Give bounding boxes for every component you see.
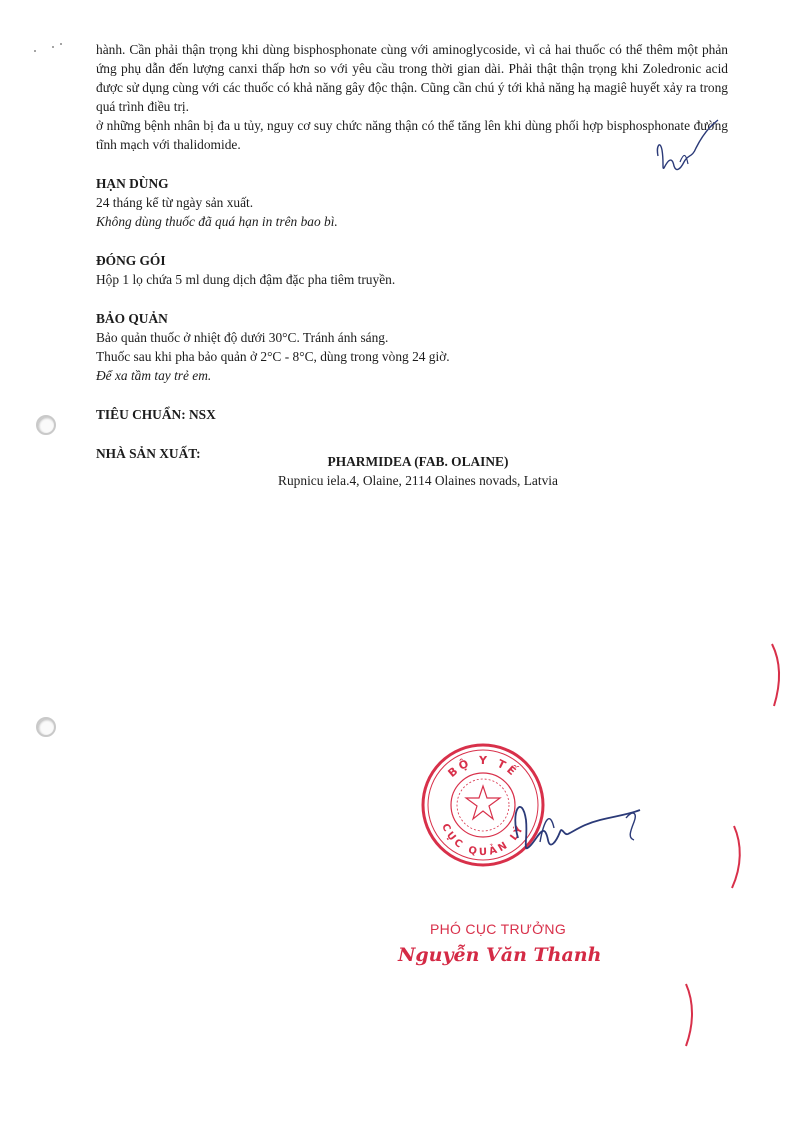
- paper-speck: [34, 50, 36, 52]
- packaging-line: Hộp 1 lọ chứa 5 ml dung dịch đậm đặc pha tiêm truyền.: [96, 272, 396, 287]
- section-standard: [96, 405, 728, 424]
- signatory-name: Nguyễn Văn Thanh: [398, 944, 602, 966]
- storage-line-reconstituted: Thuốc sau khi pha bảo quản ở 2°C - 8°C, dùng trong vòng 24 giờ.: [96, 349, 450, 364]
- paragraph-interactions: hành. Cần phải thận trọng khi dùng bisphosphonate cùng với aminoglycoside, vì cả hai thuốc có thể thêm một phản ứng phụ dẫn đến lượng canxi thấp hơn so với yêu cầu trong thời gian dài. Phải thật thận trọng khi Zoledronic acid được sử dụng cùng với các thuốc có khả năng gây độc thận. Cũng cần chú ý tới khả năng hạ magiê huyết xảy ra trong quá trình điều trị.: [96, 42, 728, 114]
- red-margin-mark: [728, 822, 748, 892]
- punch-hole: [36, 717, 56, 737]
- handwritten-initials: [640, 118, 720, 178]
- heading-shelf-life: HẠN DÙNG: [96, 176, 169, 191]
- section-storage: [96, 309, 728, 385]
- paper-speck: [60, 43, 62, 45]
- punch-hole: [36, 415, 56, 435]
- heading-manufacturer: NHÀ SẢN XUẤT:: [96, 446, 201, 461]
- heading-standard: TIÊU CHUẨN: NSX: [96, 407, 216, 422]
- manufacturer-name: PHARMIDEA (FAB. OLAINE): [327, 454, 509, 469]
- stamp-top-text: BỘ Y TẾ: [445, 753, 521, 780]
- heading-storage: BẢO QUẢN: [96, 311, 168, 326]
- heading-packaging: ĐÓNG GÓI: [96, 253, 166, 268]
- document-body: [96, 40, 728, 463]
- section-shelf-life: [96, 174, 728, 231]
- red-margin-mark: [768, 640, 788, 710]
- storage-line-temperature: Bảo quản thuốc ở nhiệt độ dưới 30°C. Tránh ánh sáng.: [96, 330, 389, 345]
- paragraph-myeloma: ở những bệnh nhân bị đa u tủy, nguy cơ suy chức năng thận có thể tăng lên khi dùng phối hợp bisphosphonate đường tĩnh mạch với thalidomide.: [96, 118, 728, 152]
- paper-speck: [52, 46, 54, 48]
- manufacturer-block: [218, 452, 618, 490]
- manufacturer-address: Rupnicu iela.4, Olaine, 2114 Olaines novads, Latvia: [278, 473, 558, 488]
- shelf-life-line: 24 tháng kể từ ngày sản xuất.: [96, 195, 254, 210]
- stamp-bottom-text: CỤC QUẢN LÝ: [439, 822, 527, 859]
- storage-line-children: Để xa tầm tay trẻ em.: [96, 368, 212, 383]
- red-margin-mark: [680, 980, 700, 1050]
- signatory-title: PHÓ CỤC TRƯỞNG: [430, 921, 567, 937]
- section-packaging: [96, 251, 728, 289]
- shelf-life-warning: Không dùng thuốc đã quá hạn in trên bao bì.: [96, 214, 338, 229]
- signature: [500, 780, 660, 870]
